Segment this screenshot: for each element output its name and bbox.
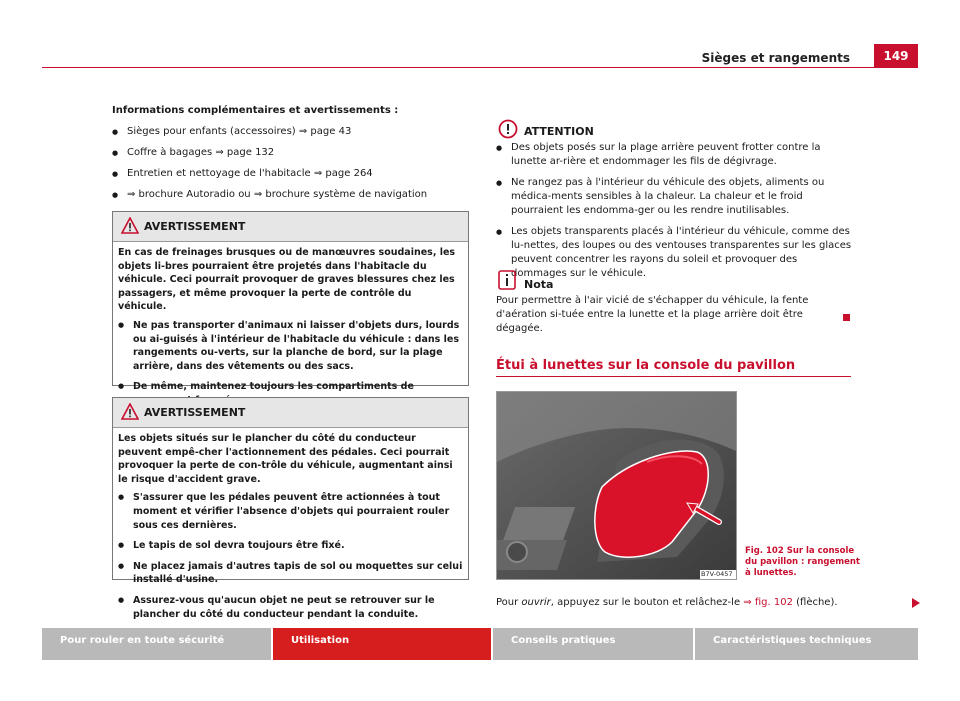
body-post: (flèche). — [792, 597, 838, 608]
attention-item: ● Des objets posés sur la plage arrière peuvent frotter contre la lunette ar-rière et endommager les fils de dégivrage. — [496, 141, 852, 169]
warning-box-header — [113, 398, 468, 428]
attention-label: ATTENTION — [524, 125, 594, 138]
warning-box-header — [113, 212, 468, 242]
footer-tab-safety[interactable]: Pour rouler en toute sécurité — [42, 628, 271, 660]
info-block — [112, 104, 467, 209]
warning-item: ● Assurez-vous qu'aucun objet ne peut se retrouver sur le plancher du côté du conducteur pendant la conduite. — [118, 594, 463, 621]
attention-item: ● Ne rangez pas à l'intérieur du véhicule des objets, aliments ou médica-ments sensibles à la chaleur. La chaleur et le froid pourraient les endomma-ger ou les rendre inutilisables. — [496, 176, 852, 218]
figure-reference-link[interactable]: ⇒ fig. 102 — [743, 597, 793, 608]
attention-body — [496, 141, 852, 288]
info-item: ● Coffre à bagages ⇒ page 132 — [112, 146, 467, 160]
footer-tab-specs[interactable]: Caractéristiques techniques — [695, 628, 918, 660]
warning-item: ● Ne placez jamais d'autres tapis de sol ou moquettes sur celui installé d'usine. — [118, 560, 463, 587]
attention-icon — [498, 119, 518, 139]
footer-tab-usage[interactable]: Utilisation — [273, 628, 491, 660]
info-item: ● ⇒ brochure Autoradio ou ⇒ brochure système de navigation — [112, 188, 467, 202]
warning-box-1 — [112, 211, 469, 393]
info-heading: Informations complémentaires et avertissements : — [112, 105, 399, 116]
warning-intro: Les objets situés sur le plancher du côté du conducteur peuvent empê-cher l'actionnement des pédales. Ceci pourrait provoquer la perte de con-trôle du véhicule, augmentant ainsi le risque d'accident grave. — [118, 433, 453, 485]
body-mid: , appuyez sur le bouton et relâchez-le — [550, 597, 744, 608]
warning-label: AVERTISSEMENT — [144, 220, 246, 233]
info-item: ● Entretien et nettoyage de l'habitacle ⇒ page 264 — [112, 167, 467, 181]
continue-arrow-icon — [912, 598, 920, 608]
info-item: ● Sièges pour enfants (accessoires) ⇒ page 43 — [112, 125, 467, 139]
roof-console-illustration — [497, 392, 737, 580]
warning-body — [113, 242, 468, 419]
nota-text: Pour permettre à l'air vicié de s'échapper du véhicule, la fente d'aération si-tuée entre la lunette et la plage arrière doit être dégagée. — [496, 295, 809, 334]
warning-intro: En cas de freinages brusques ou de manœuvres soudaines, les objets li-bres pourraient être projetés dans l'habitacle du véhicule. Ceci pourrait provoquer de graves blessures chez les passagers, et même provoquer la perte de contrôle du véhicule. — [118, 247, 456, 313]
figure-caption: Fig. 102 Sur la console du pavillon : rangement à lunettes. — [745, 546, 860, 578]
attention-item: ● Les objets transparents placés à l'intérieur du véhicule, comme des lu-nettes, des loupes ou des ventouses transparentes sur les glaces peuvent concentrer les rayons du soleil et provoquer des dommages sur le véhicule. — [496, 225, 852, 281]
footer-tab-tips[interactable]: Conseils pratiques — [493, 628, 693, 660]
warning-item: ● S'assurer que les pédales peuvent être actionnées à tout moment et vérifier l'absence d'objets qui pourraient rouler sous ces dernières. — [118, 491, 463, 532]
warning-body — [113, 428, 468, 632]
warning-triangle-icon — [121, 403, 139, 420]
page-number: 149 — [874, 44, 918, 68]
header-rule — [42, 67, 874, 68]
section-rule — [496, 376, 851, 377]
body-pre: Pour — [496, 597, 522, 608]
nota-label: Nota — [524, 278, 554, 291]
figure-102-image — [496, 391, 737, 580]
warning-item: ● De même, maintenez toujours les compartiments de — [118, 380, 463, 407]
warning-item: ● Le tapis de sol devra toujours être fixé. — [118, 539, 463, 553]
warning-label: AVERTISSEMENT — [144, 406, 246, 419]
page-header-title: Sièges et rangements — [701, 51, 850, 65]
warning-box-2 — [112, 397, 469, 620]
section-title: Étui à lunettes sur la console du pavillon — [496, 358, 796, 373]
figure-code: B7V-0457 — [701, 570, 733, 578]
end-marker — [843, 314, 850, 321]
footer-nav — [42, 628, 918, 660]
body-italic: ouvrir — [521, 597, 551, 608]
body-paragraph — [496, 597, 846, 608]
warning-item: ● Ne pas transporter d'animaux ni laisser d'objets durs, lourds ou ai-guisés à l'intérieur de l'habitacle du véhicule : dans les rangements ou-verts, sur la planche de bord, sur la plage arrière, dans des vêtements ou des sacs. — [118, 319, 463, 373]
info-note-icon — [498, 270, 516, 290]
warning-triangle-icon — [121, 217, 139, 234]
